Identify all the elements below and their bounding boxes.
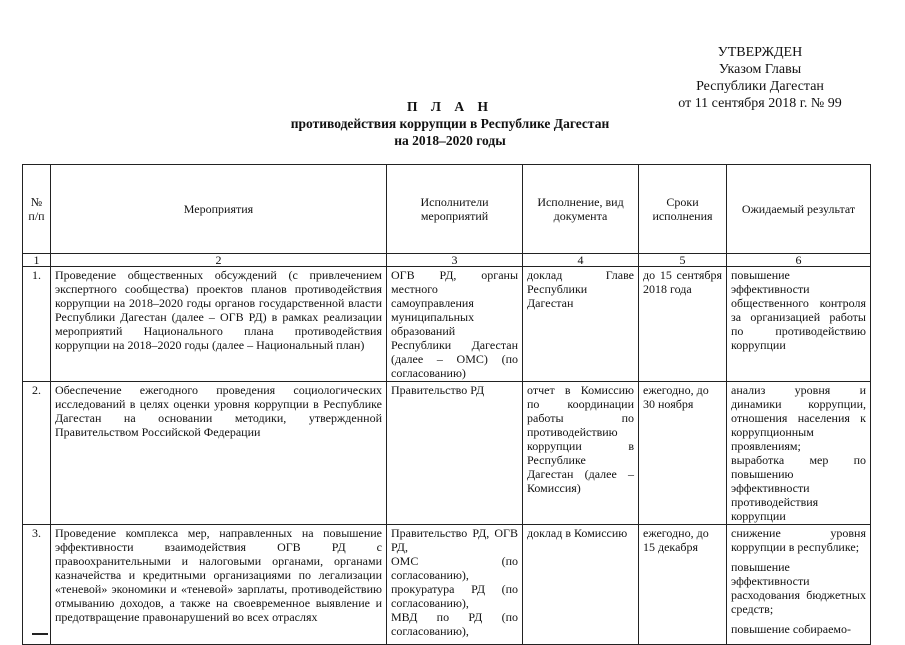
executor-part: МВД по РД (по согласованию), [391, 610, 518, 638]
result-part: повышение собираемо- [731, 622, 851, 636]
title-plan: П Л А Н [407, 99, 493, 114]
title-period: на 2018–2020 годы [394, 133, 506, 148]
column-number: 1 [23, 254, 51, 267]
row-execution: доклад в Комиссию [523, 525, 639, 645]
table-header-row [23, 165, 871, 254]
row-executors: Правительство РД [387, 382, 523, 525]
row-execution: отчет в Комиссию по координации работы по противодействию коррупции в Республике Дагестан (далее – Комиссия) [523, 382, 639, 525]
header-measures: Мероприятия [51, 165, 387, 254]
executor-part: ОМС (по согласованию), [391, 554, 518, 582]
header-deadlines: Сроки исполнения [639, 165, 727, 254]
page-title [240, 98, 660, 149]
result-part: выработка мер по повышению эффективности противодействия коррупции [731, 453, 866, 523]
column-number-row [23, 254, 871, 267]
result-part: повышение эффективности расходования бюджетных средств; [731, 560, 866, 616]
table-row [23, 267, 871, 382]
approval-line-date: от 11 сентября 2018 г. № 99 [678, 96, 842, 111]
row-execution: доклад Главе Республики Дагестан [523, 267, 639, 382]
row-result: повышение эффективности общественного контроля за организацией работы по противодействию коррупции [727, 267, 871, 382]
header-execution: Исполнение, вид документа [523, 165, 639, 254]
plan-table [22, 164, 871, 645]
row-executors [387, 525, 523, 645]
title-subject: противодействия коррупции в Республике Дагестан [290, 116, 610, 131]
header-executors: Исполнители мероприятий [387, 165, 523, 254]
row-result [727, 525, 871, 645]
column-number: 5 [639, 254, 727, 267]
approval-stamp [660, 44, 860, 112]
row-num: 2. [23, 382, 51, 525]
column-number: 2 [51, 254, 387, 267]
row-num: 1. [23, 267, 51, 382]
page-edge-mark [32, 633, 48, 635]
table-row [23, 525, 871, 645]
row-num: 3. [23, 525, 51, 645]
executor-part: прокуратура РД (по согласованию), [391, 582, 518, 610]
approval-line-republic: Республики Дагестан [696, 79, 824, 94]
column-number: 3 [387, 254, 523, 267]
column-number: 4 [523, 254, 639, 267]
result-part: снижение уровня коррупции в республике; [731, 526, 866, 554]
header-num: № п/п [23, 165, 51, 254]
row-result [727, 382, 871, 525]
column-number: 6 [727, 254, 871, 267]
executor-part: Правительство РД, ОГВ РД, [391, 526, 518, 554]
approval-line-approved: УТВЕРЖДЕН [717, 45, 803, 60]
row-deadline: до 15 сентября 2018 года [639, 267, 727, 382]
table-row [23, 382, 871, 525]
row-measure: Обеспечение ежегодного проведения социологических исследований в целях оценки уровня коррупции в Республике Дагестан на основании методики, утвержденной Правительством Российской Федерации [51, 382, 387, 525]
approval-line-decree: Указом Главы [718, 62, 802, 77]
row-deadline: ежегодно, до 15 декабря [639, 525, 727, 645]
row-executors: ОГВ РД, органы местного самоуправления муниципальных образований Республики Дагестан (далее – ОМС) (по согласованию) [387, 267, 523, 382]
header-result: Ожидаемый результат [727, 165, 871, 254]
row-measure: Проведение общественных обсуждений (с привлечением экспертного сообщества) проектов планов противодействия коррупции на 2018–2020 годы органов государственной власти Республики Дагестан (далее – ОГВ РД) в рамках реализации мероприятий Национального плана противодействия коррупции на 2018–2020 годы (далее – Национальный план) [51, 267, 387, 382]
result-part: анализ уровня и динамики коррупции, отношения населения к коррупционным проявлениям; [731, 383, 866, 453]
row-measure: Проведение комплекса мер, направленных на повышение эффективности взаимодействия ОГВ РД с правоохранительными и налоговыми органами, органами казначейства и кредитными организациями по легализации «теневой» экономики и «теневой» зарплаты, противодействию отмыванию доходов, а также на своевременное выявление и предотвращение правонарушений во всех отраслях [51, 525, 387, 645]
row-deadline: ежегодно, до 30 ноября [639, 382, 727, 525]
